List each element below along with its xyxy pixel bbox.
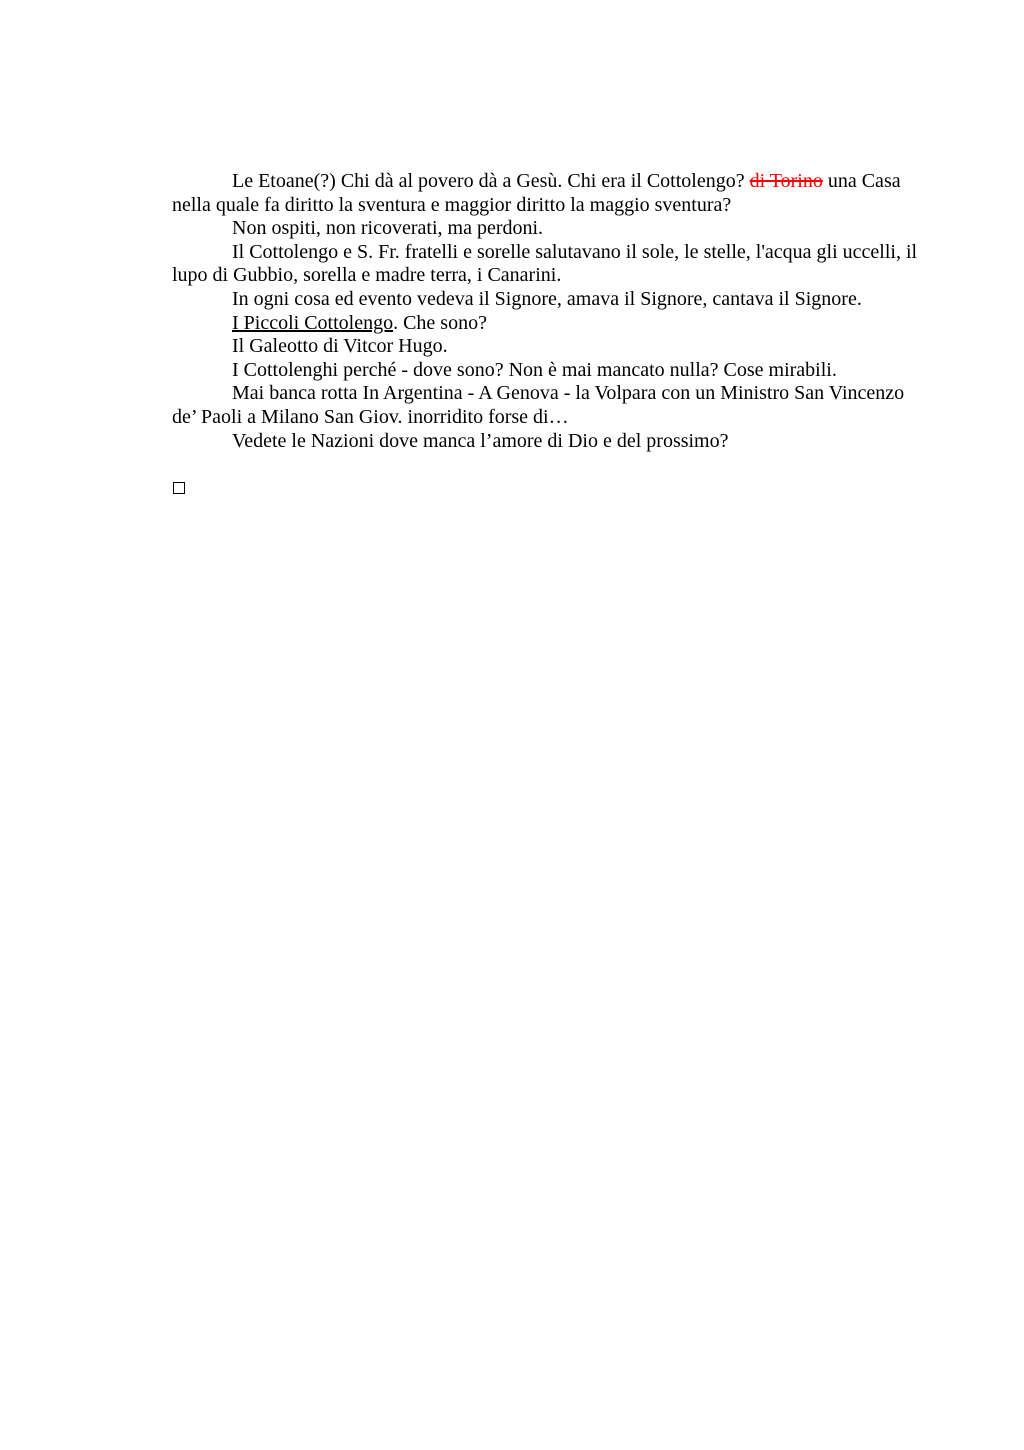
document-body <box>172 170 932 453</box>
paragraph-1 <box>172 170 932 217</box>
paragraph-9: Vedete le Nazioni dove manca l’amore di Dio e del prossimo? <box>232 429 729 452</box>
paragraph-8: Mai banca rotta In Argentina - A Genova - la Volpara con un Ministro San Vincenzo de’ Paoli a Milano San Giov. inorridito forse di… <box>172 382 905 428</box>
paragraph-5-rest: . Che sono? <box>393 311 487 334</box>
underlined-text-piccoli-cottolengo: I Piccoli Cottolengo <box>232 311 394 334</box>
checkbox-icon[interactable] <box>173 482 185 494</box>
paragraph-1-text-before: Le Etoane(?) Chi dà al povero dà a Gesù. Chi era il Cottolengo? <box>232 170 750 192</box>
struck-text-di-torino: di Torino <box>749 170 823 192</box>
paragraph-7: I Cottolenghi perché - dove sono? Non è mai mancato nulla? Cose mirabili. <box>232 358 837 381</box>
paragraph-2: Non ospiti, non ricoverati, ma perdoni. <box>232 217 544 240</box>
paragraph-5 <box>172 312 932 336</box>
paragraph-6: Il Galeotto di Vitcor Hugo. <box>232 335 448 358</box>
paragraph-4: In ogni cosa ed evento vedeva il Signore, amava il Signore, cantava il Signore. <box>232 287 862 310</box>
paragraph-1-text-after: una Casa nella quale fa diritto la sventura e maggior diritto la maggio sventura? <box>172 170 901 216</box>
paragraph-3: Il Cottolengo e S. Fr. fratelli e sorelle salutavano il sole, le stelle, l'acqua gli uccelli, il lupo di Gubbio, sorella e madre terra, i Canarini. <box>172 240 918 287</box>
